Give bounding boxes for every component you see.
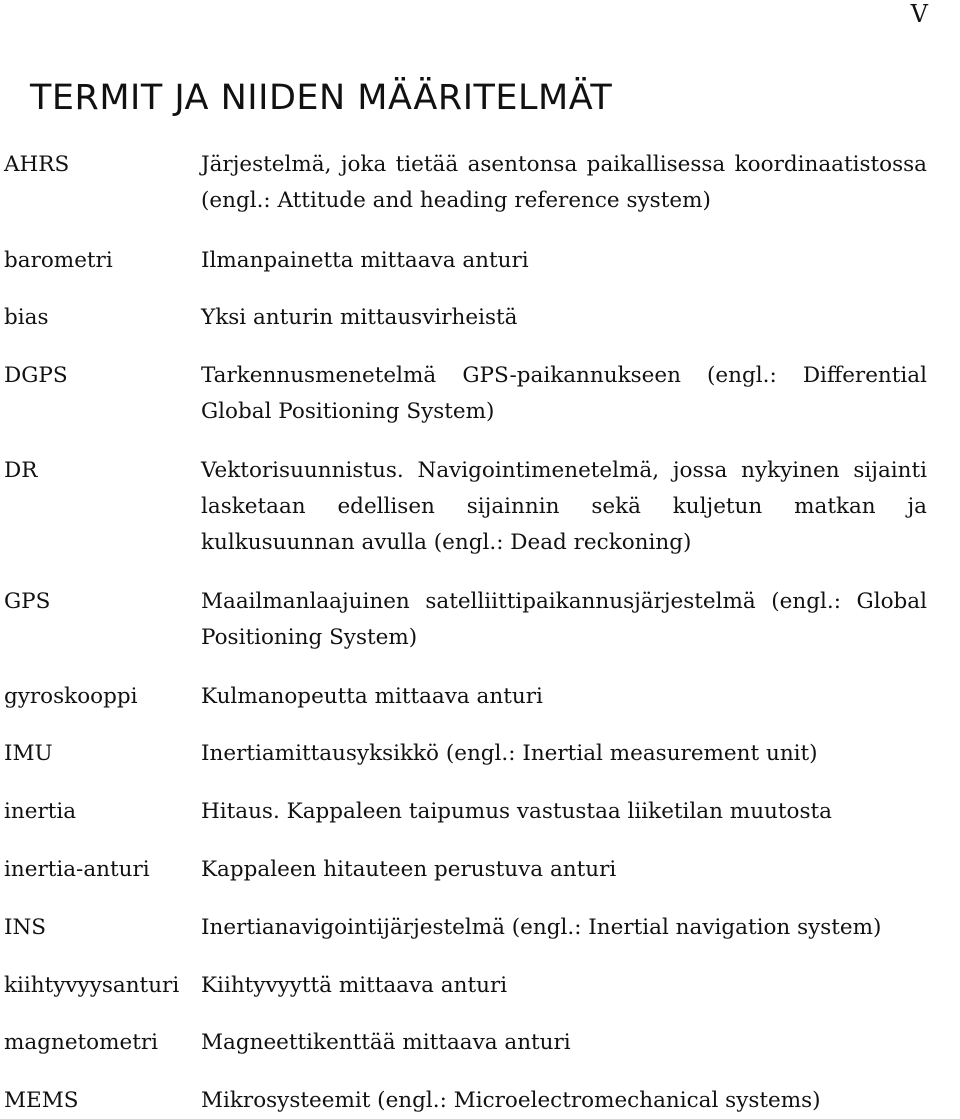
glossary-definition: Hitaus. Kappaleen taipumus vastustaa liiketilan muutosta — [201, 799, 832, 824]
glossary-definition: Ilmanpainetta mittaava anturi — [201, 248, 529, 273]
glossary-definition: Kulmanopeutta mittaava anturi — [201, 684, 543, 709]
glossary-term: bias — [4, 305, 49, 330]
glossary-term: AHRS — [4, 152, 70, 177]
page-title: TERMIT JA NIIDEN MÄÄRITELMÄT — [30, 78, 613, 118]
page-number: V — [910, 0, 928, 28]
glossary-definition: Yksi anturin mittausvirheistä — [201, 305, 518, 330]
glossary-term: inertia — [4, 799, 77, 824]
glossary-definition: Inertianavigointijärjestelmä (engl.: Inertial navigation system) — [201, 915, 882, 940]
glossary-term: GPS — [4, 589, 51, 614]
glossary-definition: Magneettikenttää mittaava anturi — [201, 1030, 571, 1055]
glossary-term: inertia-anturi — [4, 857, 150, 882]
glossary-term: DGPS — [4, 363, 68, 388]
glossary-term: IMU — [4, 741, 53, 766]
glossary-term: kiihtyvyysanturi — [4, 973, 180, 998]
glossary-definition: Järjestelmä, joka tietää asentonsa paikallisessa koordinaatistossa (engl.: Attitude and heading reference system) — [201, 152, 927, 213]
glossary-definition: Inertiamittausyksikkö (engl.: Inertial measurement unit) — [201, 741, 818, 766]
glossary-definition: Kiihtyvyyttä mittaava anturi — [201, 973, 508, 998]
glossary-term: INS — [4, 915, 47, 940]
glossary-term: DR — [4, 458, 38, 483]
glossary-definition: Tarkennusmenetelmä GPS-paikannukseen (engl.: Differential Global Positioning System) — [201, 363, 927, 424]
glossary-definition: Maailmanlaajuinen satelliittipaikannusjärjestelmä (engl.: Global Positioning System) — [201, 589, 927, 650]
glossary-term: magnetometri — [4, 1030, 159, 1055]
glossary-definition: Mikrosysteemit (engl.: Microelectromechanical systems) — [201, 1088, 821, 1113]
glossary-term: MEMS — [4, 1088, 79, 1113]
glossary-definition: Vektorisuunnistus. Navigointimenetelmä, jossa nykyinen sijainti lasketaan edellisen sijainnin sekä kuljetun matkan ja kulkusuunnan avulla (engl.: Dead reckoning) — [201, 458, 927, 555]
glossary-term: barometri — [4, 248, 113, 273]
glossary-definition: Kappaleen hitauteen perustuva anturi — [201, 857, 617, 882]
glossary-term: gyroskooppi — [4, 684, 138, 709]
